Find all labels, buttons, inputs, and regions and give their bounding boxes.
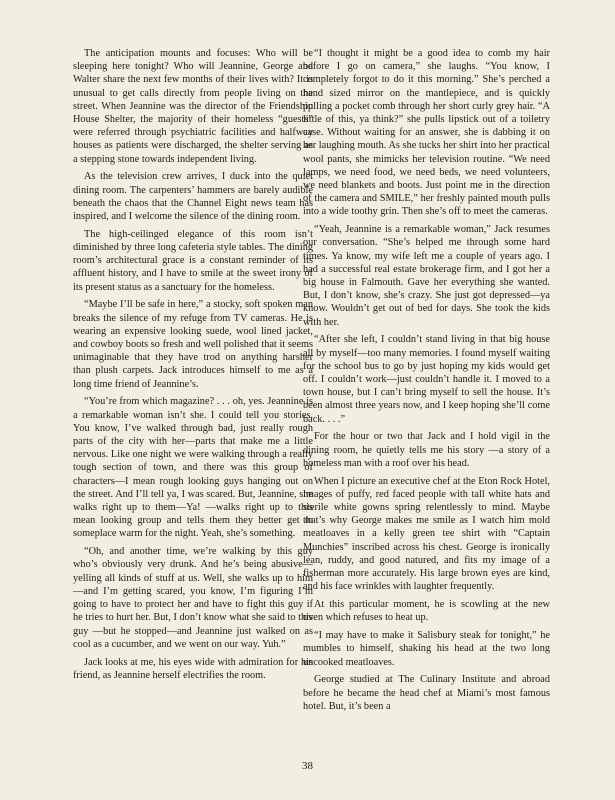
paragraph: George studied at The Culinary Institute and abroad before he became the head chef at Miami’s most famous hotel. But, it’s been a — [303, 674, 550, 712]
paragraph: “Oh, and another time, we’re walking by this guy who’s obviously very drunk. And he’s being abusive—yelling all kinds of stuff at us. Well, she walks up to him—and I’m getting scared, you know, I’m figuring I’m going to have to protect her and have to fight this guy if he tries to hurt her. But, I don’t know what she said to this guy —but he stopped—and Jeannine just walked on as cool as a cucumber, and we went on our way. Yuh.” — [73, 546, 313, 650]
paragraph: “Maybe I’ll be safe in here,” a stocky, soft spoken man breaks the silence of my refuge from TV cameras. He is wearing an expensive looking suede, wool lined jacket, and cowboy boots so fresh and well polished that it seems unimaginable that they have trod on anything harsher than plush carpets. Jack introduces himself to me as a long time friend of Jeannine’s. — [73, 299, 313, 390]
paragraph: When I picture an executive chef at the Eton Rock Hotel, images of puffy, red faced people with tall white hats and sterile white gowns spring relentlessly to mind. Maybe that’s why George makes me smile as I watch him mold meatloaves in a kelly green tee shirt with “Captain Munchies” inscribed across his chest. George is ironically lean, ruddy, and good natured, and fits my image of a fisherman more accurately. His large brown eyes are kind, and his face wrinkles with laughter frequently. — [303, 475, 550, 593]
page-number: 38 — [302, 760, 313, 772]
left-column — [73, 47, 313, 687]
paragraph: “I thought it might be a good idea to comb my hair before I go on camera,” she laughs. “You know, I completely forgot to do it this morning.” She’s perched a hand sized mirror on the mantlepiece, and is quickly pulling a pocket comb through her short curly grey hair. “A little of this, ya think?” she pulls lipstick out of a toiletry case. Without waiting for an answer, she is dabbing it on her laughing mouth. As she tucks her shirt into her practical wool pants, she mimicks her television routine. “We need lamps, we need food, we need beds, we need volunteers, we need blankets and boots. Just point me in the direction of the camera and SMILE,” her freshly painted mouth pulls into a wide toothy grin. Then she’s off to meet the cameras. — [303, 48, 550, 218]
paragraph: “You’re from which magazine? . . . oh, yes. Jeannine is a remarkable woman isn’t she. I could tell you stories. You know, I’ve walked through bad, just really rough parts of the city with her—parts that make me a little nervous. Like one night we were walking through a really tough section of town, and there was this group of characters—I mean rough looking guys hanging out on the street. And I’ll tell ya, I was scared. But, Jeannine, she walks right up to them—Ya! —walks right up to this mean looking group and tells them they better get to someplace warm for the night. Yeah, she’s something. — [73, 396, 313, 540]
paragraph: “Yeah, Jeannine is a remarkable woman,” Jack resumes our conversation. “She’s helped me through some hard times. Ya know, my wife left me a couple of years ago. I had a successful real estate brokerage firm, and I got her a big house in Falmouth. Gave her everything she wanted. But, I don’t know, she’s crazy. She just got depressed—ya know. Wouldn’t get out of bed for days. She took the kids with her. — [303, 224, 550, 328]
paragraph: At this particular moment, he is scowling at the new oven which refuses to heat up. — [303, 599, 550, 624]
paragraph: For the hour or two that Jack and I hold vigil in the dining room, he quietly tells me his story —a story of a homeless man with a roof over his head. — [303, 431, 550, 469]
right-column — [303, 47, 550, 718]
paragraph: The anticipation mounts and focuses: Who will be sleeping here tonight? Who will Jeannine, George and Walter share the next few months of their lives with? It is unusual to get calls directly from people living on the street. When Jeannine was the director of the Friendship House Shelter, the majority of their homeless “guests” were referred through psychiatric facilities and halfway houses as patients were discharged, the shelter serving as a stepping stone towards independent living. — [73, 48, 313, 165]
paragraph: The high-ceilinged elegance of this room isn’t diminished by three long cafeteria style tables. The dining room’s architectural grace is a constant reminder of its affluent history, and I have to smile at the sweet irony of its present status as a sanctuary for the homeless. — [73, 228, 313, 293]
paragraph: “I may have to make it Salisbury steak for tonight,” he mumbles to himself, shaking his head at the two long uncooked meatloaves. — [303, 630, 550, 668]
paragraph: “After she left, I couldn’t stand living in that big house all by myself—too many memories. I found myself waiting for the school bus to go by just hoping my kids would get off. I couldn’t work—just couldn’t handle it. I moved to a town house, but I can’t bring myself to sell the house. It’s been almost three years now, and I keep hoping she’ll come back. . . .” — [303, 334, 550, 425]
paragraph: As the television crew arrives, I duck into the quiet dining room. The carpenters’ hammers are barely audible beneath the chaos that the Channel Eight news team has inspired, and I welcome the silence of the dining room. — [73, 171, 313, 223]
paragraph: Jack looks at me, his eyes wide with admiration for his friend, as Jeannine herself electrifies the room. — [73, 656, 313, 681]
